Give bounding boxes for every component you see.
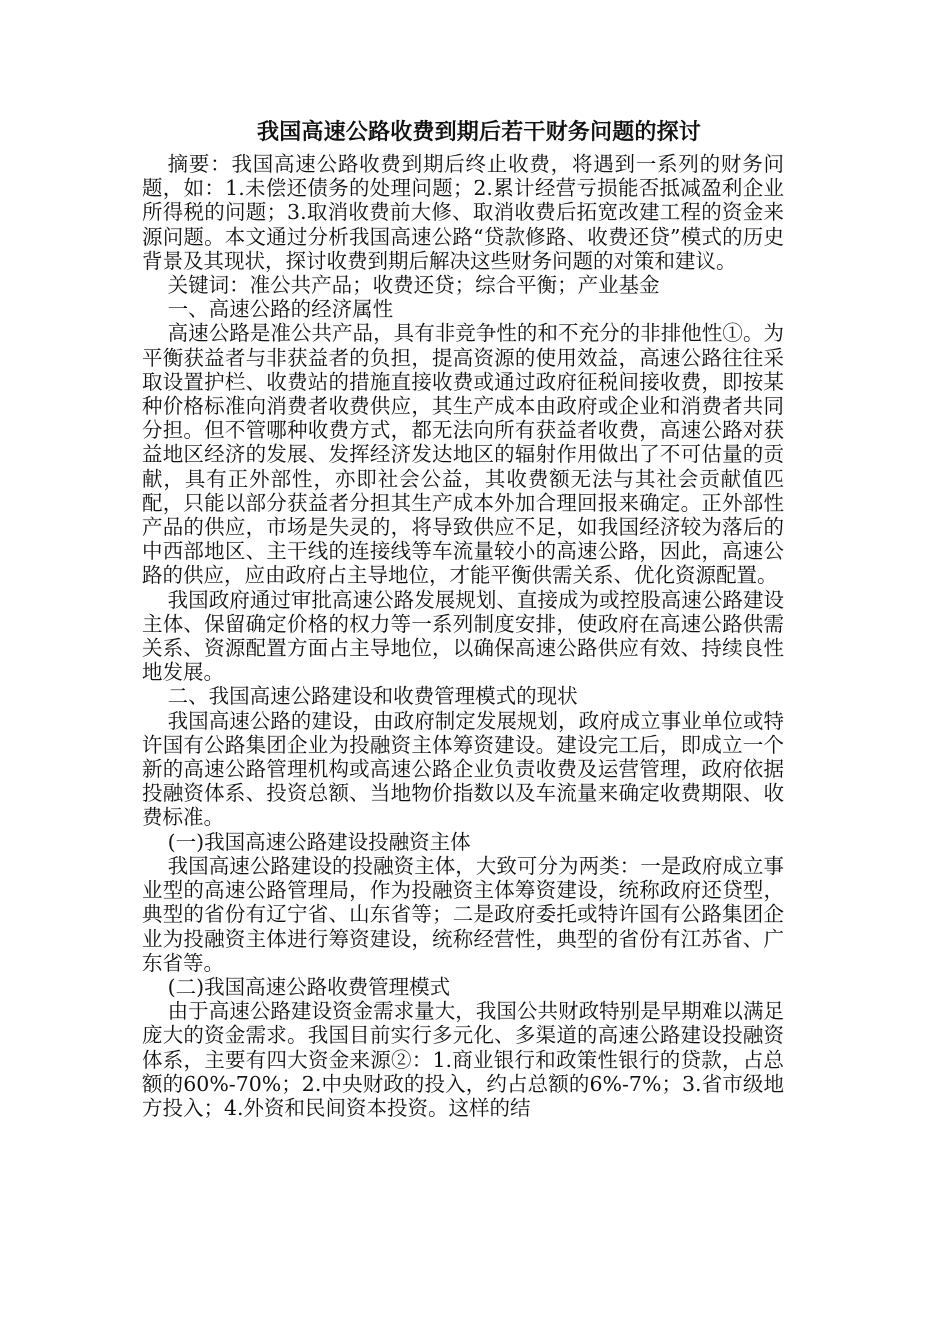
body-paragraph: 我国高速公路建设的投融资主体，大致可分为两类：一是政府成立事业型的高速公路管理局，作为投融资主体筹资建设，统称政府还贷型，典型的省份有辽宁省、山东省等；二是政府委托或特许国有公路集团企业为投融资主体进行筹资建设，统称经营性，典型的省份有江苏省、广东省等。 (142, 853, 784, 975)
document-page (142, 118, 784, 1120)
body-paragraph: 我国高速公路的建设，由政府制定发展规划，政府成立事业单位或特许国有公路集团企业为投融资主体筹资建设。建设完工后，即成立一个新的高速公路管理机构或高速公路企业负责收费及运营管理，政府依据投融资体系、投资总额、当地物价指数以及车流量来确定收费期限、收费标准。 (142, 708, 784, 830)
abstract-paragraph: 摘要：我国高速公路收费到期后终止收费，将遇到一系列的财务问题，如：1.未偿还债务的处理问题；2.累计经营亏损能否抵减盈利企业所得税的问题；3.取消收费前大修、取消收费后拓宽改建工程的资金来源问题。本文通过分析我国高速公路“贷款修路、收费还贷”模式的历史背景及其现状，探讨收费到期后解决这些财务问题的对策和建议。 (142, 152, 784, 273)
section-heading-2: 二、我国高速公路建设和收费管理模式的现状 (167, 684, 578, 709)
keywords-line: 关键词：准公共产品；收费还贷；综合平衡；产业基金 (167, 273, 660, 298)
document-title: 我国高速公路收费到期后若干财务问题的探讨 (257, 120, 702, 145)
section-heading-1: 一、高速公路的经济属性 (167, 297, 394, 322)
body-paragraph: 高速公路是准公共产品，具有非竞争性的和不充分的非排他性①。为平衡获益者与非获益者的负担，提高资源的使用效益，高速公路往往采取设置护栏、收费站的措施直接收费或通过政府征税间接收费，即按某种价格标准向消费者收费供应，其生产成本由政府或企业和消费者共同分担。但不管哪种收费方式，都无法向所有获益者收费，高速公路对获益地区经济的发展、发挥经济发达地区的辐射作用做出了不可估量的贡献，具有正外部性，亦即社会公益，其收费额无法与其社会贡献值匹配，只能以部分获益者分担其生产成本外加合理回报来确定。正外部性产品的供应，市场是失灵的，将导致供应不足，如我国经济较为落后的中西部地区、主干线的连接线等车流量较小的高速公路，因此，高速公路的供应，应由政府占主导地位，才能平衡供需关系、优化资源配置。 (142, 321, 784, 588)
body-paragraph: 由于高速公路建设资金需求量大，我国公共财政特别是早期难以满足庞大的资金需求。我国目前实行多元化、多渠道的高速公路建设投融资体系，主要有四大资金来源②：1.商业银行和政策性银行的贷款，占总额的60%-70%；2.中央财政的投入，约占总额的6%-7%；3.省市级地方投入；4.外资和民间资本投资。这样的结 (142, 999, 784, 1120)
subsection-heading-1: (一)我国高速公路建设投融资主体 (167, 829, 471, 854)
subsection-heading-2: (二)我国高速公路收费管理模式 (167, 974, 451, 999)
body-paragraph: 我国政府通过审批高速公路发展规划、直接成为或控股高速公路建设主体、保留确定价格的权力等一系列制度安排，使政府在高速公路供需关系、资源配置方面占主导地位，以确保高速公路供应有效、持续良性地发展。 (142, 587, 784, 685)
